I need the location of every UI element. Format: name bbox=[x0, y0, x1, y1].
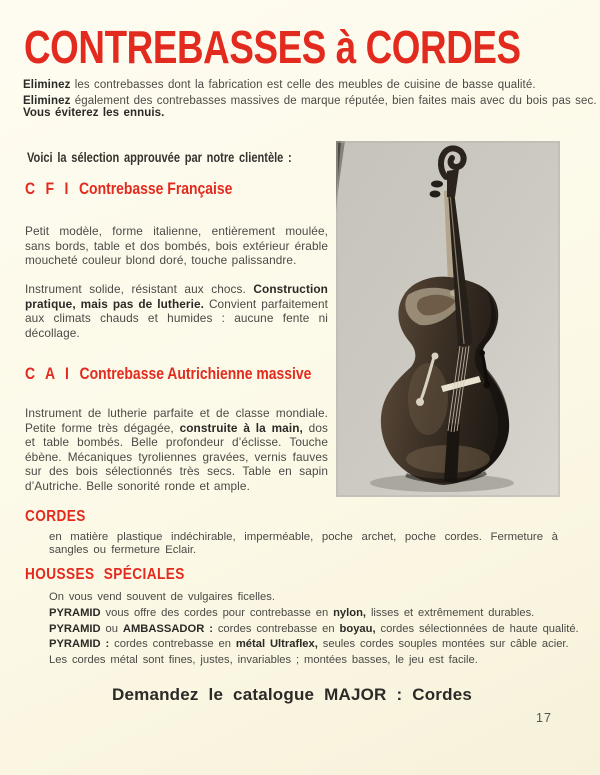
section-heading-housses: HOUSSES SPÉCIALES bbox=[25, 566, 185, 583]
contrebasse-illustration bbox=[336, 141, 560, 497]
line-text: vous offre des cordes pour contrebasse en bbox=[100, 606, 334, 619]
intro-bold: Eliminez bbox=[23, 79, 71, 91]
page-number: 17 bbox=[536, 711, 552, 725]
line-text: seules cordes souples montées sur câble acier. bbox=[317, 638, 569, 651]
paragraph-bold: construite à la main, bbox=[179, 420, 303, 435]
brand-bold: PYRAMID bbox=[49, 606, 101, 619]
intro-line bbox=[23, 108, 597, 120]
intro-bold: Eliminez bbox=[23, 95, 71, 108]
intro-text: également des contrebasses massives de marque réputée, bien faites mais avec du bois pas sec. bbox=[70, 95, 597, 108]
housses-line bbox=[49, 622, 579, 638]
line-text: cordes contrebasse en bbox=[109, 638, 236, 651]
line-bold: boyau, bbox=[339, 622, 376, 635]
selection-note: Voici la sélection approuvée par notre clientèle : bbox=[27, 150, 292, 165]
product-paragraph bbox=[25, 406, 328, 494]
brand-bold: PYRAMID bbox=[49, 622, 101, 635]
paragraph-text: Instrument de lutherie parfaite et de classe mondiale. Petite forme très dégagée, bbox=[25, 406, 328, 435]
section-heading-cordes: CORDES bbox=[25, 508, 86, 525]
line-text: lisses et extrêmement durables. bbox=[366, 606, 535, 619]
catalog-cta: Demandez le catalogue MAJOR : Cordes bbox=[112, 685, 472, 704]
intro-text: les contrebasses dont la fabrication est celle des meubles de cuisine de basse qualité. bbox=[70, 79, 536, 91]
paragraph-bold: Construction pratique, mais pas de lutherie. bbox=[25, 282, 328, 311]
page-title: CONTREBASSES à CORDES bbox=[24, 21, 521, 73]
product-heading-cfi bbox=[25, 180, 232, 197]
paragraph-text: Instrument solide, résistant aux chocs. bbox=[25, 282, 254, 296]
product-name: Contrebasse Autrichienne massive bbox=[79, 364, 312, 383]
product-code: C F I bbox=[25, 179, 72, 198]
housses-line: Les cordes métal sont fines, justes, invariables ; montées basses, le jeu est facile. bbox=[49, 654, 478, 667]
intro-paragraphs bbox=[23, 80, 597, 119]
product-code: C A I bbox=[25, 364, 73, 383]
intro-bold: Vous éviterez les ennuis. bbox=[23, 106, 165, 119]
line-text: cordes sélectionnées de haute qualité. bbox=[375, 622, 579, 635]
intro-line bbox=[23, 80, 597, 92]
brand-bold: AMBASSADOR : bbox=[122, 622, 213, 635]
housses-line bbox=[49, 637, 579, 653]
product-heading-cai bbox=[25, 365, 311, 382]
section-body-housses bbox=[49, 590, 579, 669]
line-bold: métal Ultraflex, bbox=[235, 638, 318, 651]
paragraph-text: Convient parfaitement aux climats chauds et humides : aucune fente ni décollage. bbox=[25, 296, 328, 340]
section-body-cordes: en matière plastique indéchirable, imperméable, poche archet, poche cordes. Fermeture à sangles ou fermeture Eclair. bbox=[49, 531, 558, 557]
line-text: ou bbox=[100, 622, 123, 635]
contrebasse-photo bbox=[336, 141, 560, 497]
product-paragraph: Petit modèle, forme italienne, entièrement moulée, sans bords, table et dos bombés, bois extérieur érable moucheté couleur blond doré, touche palissandre. bbox=[25, 224, 328, 268]
paragraph-text: dos et table bombés. Belle profondeur d’éclisse. Touche ébène. Mécaniques tyroliennes gravées, vernis fauves sur des bois sélectionnés très secs. Table en sapin d’Autriche. Belle sonorité ronde et ample. bbox=[25, 420, 328, 493]
housses-line: On vous vend souvent de vulgaires ficelles. bbox=[49, 591, 275, 603]
brand-bold: PYRAMID : bbox=[49, 638, 110, 651]
product-paragraph bbox=[25, 282, 328, 340]
line-bold: nylon, bbox=[333, 606, 367, 619]
line-text: cordes contrebasse en bbox=[212, 622, 340, 635]
product-name: Contrebasse Française bbox=[78, 179, 233, 198]
housses-line bbox=[49, 606, 579, 622]
